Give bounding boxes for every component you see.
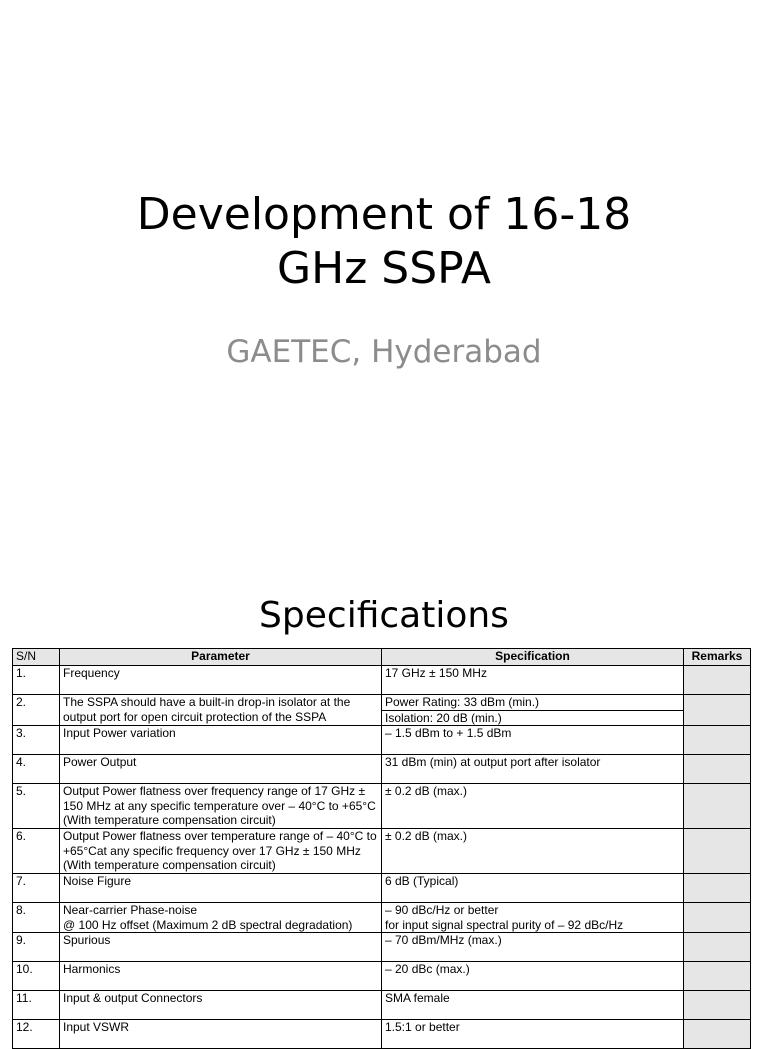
cell-remarks [684,695,751,726]
column-header-sn: S/N [13,649,60,666]
table-row [13,666,751,695]
table-row [13,829,751,874]
cell-specification: SMA female [382,991,684,1020]
cell-remarks [684,903,751,933]
table-row [13,903,751,933]
specification-line: Isolation: 20 dB (min.) [385,710,502,725]
table-row [13,784,751,829]
cell-sn: 1. [13,666,60,695]
cell-remarks [684,962,751,991]
cell-remarks [684,666,751,695]
cell-sn: 9. [13,933,60,962]
cell-remarks [684,755,751,784]
cell-specification: 31 dBm (min) at output port after isolator [382,755,684,784]
cell-parameter: Near-carrier Phase-noise @ 100 Hz offset (Maximum 2 dB spectral degradation) [60,903,382,933]
cell-specification: – 90 dBc/Hz or better for input signal spectral purity of – 92 dBc/Hz [382,903,684,933]
cell-parameter: Power Output [60,755,382,784]
cell-sn: 8. [13,903,60,933]
column-header-remarks: Remarks [684,649,751,666]
cell-remarks [684,874,751,903]
cell-sn: 3. [13,726,60,755]
cell-specification: 6 dB (Typical) [382,874,684,903]
specifications-table-body [13,666,751,1049]
slide-title [0,188,768,296]
cell-specification: – 70 dBm/MHz (max.) [382,933,684,962]
cell-sn: 12. [13,1020,60,1049]
cell-parameter: Input & output Connectors [60,991,382,1020]
cell-sn: 6. [13,829,60,874]
cell-sn: 7. [13,874,60,903]
cell-specification: ± 0.2 dB (max.) [382,784,684,829]
cell-sn: 11. [13,991,60,1020]
cell-specification: ± 0.2 dB (max.) [382,829,684,874]
cell-remarks [684,784,751,829]
cell-parameter: Frequency [60,666,382,695]
slide-subtitle: GAETEC, Hyderabad [226,334,542,370]
table-row [13,726,751,755]
cell-specification [382,695,684,726]
cell-parameter: Harmonics [60,962,382,991]
cell-parameter: Output Power flatness over temperature range of – 40°C to +65°Cat any specific frequency over 17 GHz ± 150 MHz (With temperature compensation circuit) [60,829,382,874]
cell-sn: 2. [13,695,60,726]
table-row [13,874,751,903]
specification-line: Power Rating: 33 dBm (min.) [382,695,683,711]
cell-specification: 1.5:1 or better [382,1020,684,1049]
cell-parameter: The SSPA should have a built-in drop-in isolator at the output port for open circuit protection of the SSPA [60,695,382,726]
cell-parameter: Input VSWR [60,1020,382,1049]
slide-title-line1: Development of 16-18 [136,189,632,240]
table-row [13,933,751,962]
cell-sn: 10. [13,962,60,991]
column-header-parameter: Parameter [60,649,382,666]
cell-specification: – 20 dBc (max.) [382,962,684,991]
table-row [13,962,751,991]
column-header-specification: Specification [382,649,684,666]
cell-sn: 5. [13,784,60,829]
specifications-table [12,648,751,1049]
table-header-row [13,649,751,666]
specifications-title: Specifications [259,595,509,636]
cell-remarks [684,933,751,962]
cell-remarks [684,829,751,874]
table-row [13,695,751,726]
cell-parameter: Spurious [60,933,382,962]
cell-specification: – 1.5 dBm to + 1.5 dBm [382,726,684,755]
cell-remarks [684,726,751,755]
cell-specification: 17 GHz ± 150 MHz [382,666,684,695]
cell-remarks [684,991,751,1020]
cell-parameter: Input Power variation [60,726,382,755]
cell-sn: 4. [13,755,60,784]
cell-parameter: Noise Figure [60,874,382,903]
slide-title-line2: GHz SSPA [277,243,491,294]
table-row [13,755,751,784]
table-row [13,991,751,1020]
cell-parameter: Output Power flatness over frequency range of 17 GHz ± 150 MHz at any specific temperature over – 40°C to +65°C (With temperature compensation circuit) [60,784,382,829]
